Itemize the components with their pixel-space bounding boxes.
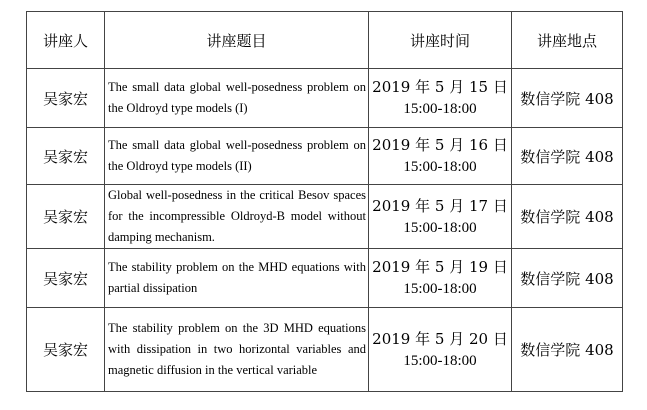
topic-cell: Global well-posedness in the critical Besov spaces for the incompressible Oldroyd-B model without damping mechanism.: [105, 185, 369, 249]
lecture-hours: 15:00-18:00: [403, 101, 477, 117]
lecture-hours: 15:00-18:00: [403, 281, 477, 297]
speaker-cell: 吴家宏: [27, 69, 105, 128]
lecture-date: 2019 年 5 月 17 日: [372, 196, 508, 215]
time-cell: [369, 185, 512, 249]
place-cell: 数信学院 408: [512, 249, 623, 308]
speaker-cell: 吴家宏: [27, 249, 105, 308]
lecture-date: 2019 年 5 月 20 日: [372, 329, 508, 348]
topic-cell: The stability problem on the MHD equations with partial dissipation: [105, 249, 369, 308]
topic-cell: The stability problem on the 3D MHD equations with dissipation in two horizontal variables and magnetic diffusion in the vertical variable: [105, 308, 369, 392]
topic-cell: The small data global well-posedness problem on the Oldroyd type models (II): [105, 128, 369, 185]
lecture-date: 2019 年 5 月 16 日: [372, 136, 508, 154]
place-cell: 数信学院 408: [512, 185, 623, 249]
header-speaker: 讲座人: [27, 12, 105, 69]
topic-cell: The small data global well-posedness problem on the Oldroyd type models (I): [105, 69, 369, 128]
table-row: [27, 69, 623, 128]
header-place: 讲座地点: [512, 12, 623, 69]
table-row: [27, 249, 623, 308]
lecture-hours: 15:00-18:00: [403, 159, 477, 175]
place-cell: 数信学院 408: [512, 308, 623, 392]
lecture-hours: 15:00-18:00: [403, 352, 477, 369]
time-cell: [369, 308, 512, 392]
time-cell: [369, 249, 512, 308]
table-header-row: [27, 12, 623, 69]
table-row: [27, 185, 623, 249]
header-topic: 讲座题目: [105, 12, 369, 69]
place-cell: 数信学院 408: [512, 128, 623, 185]
lecture-date: 2019 年 5 月 19 日: [372, 258, 508, 276]
time-cell: [369, 69, 512, 128]
speaker-cell: 吴家宏: [27, 128, 105, 185]
table-row: [27, 308, 623, 392]
lecture-schedule-table: [26, 11, 623, 392]
lecture-hours: 15:00-18:00: [403, 219, 477, 236]
speaker-cell: 吴家宏: [27, 185, 105, 249]
table-row: [27, 128, 623, 185]
lecture-date: 2019 年 5 月 15 日: [372, 78, 508, 96]
time-cell: [369, 128, 512, 185]
speaker-cell: 吴家宏: [27, 308, 105, 392]
header-time: 讲座时间: [369, 12, 512, 69]
place-cell: 数信学院 408: [512, 69, 623, 128]
